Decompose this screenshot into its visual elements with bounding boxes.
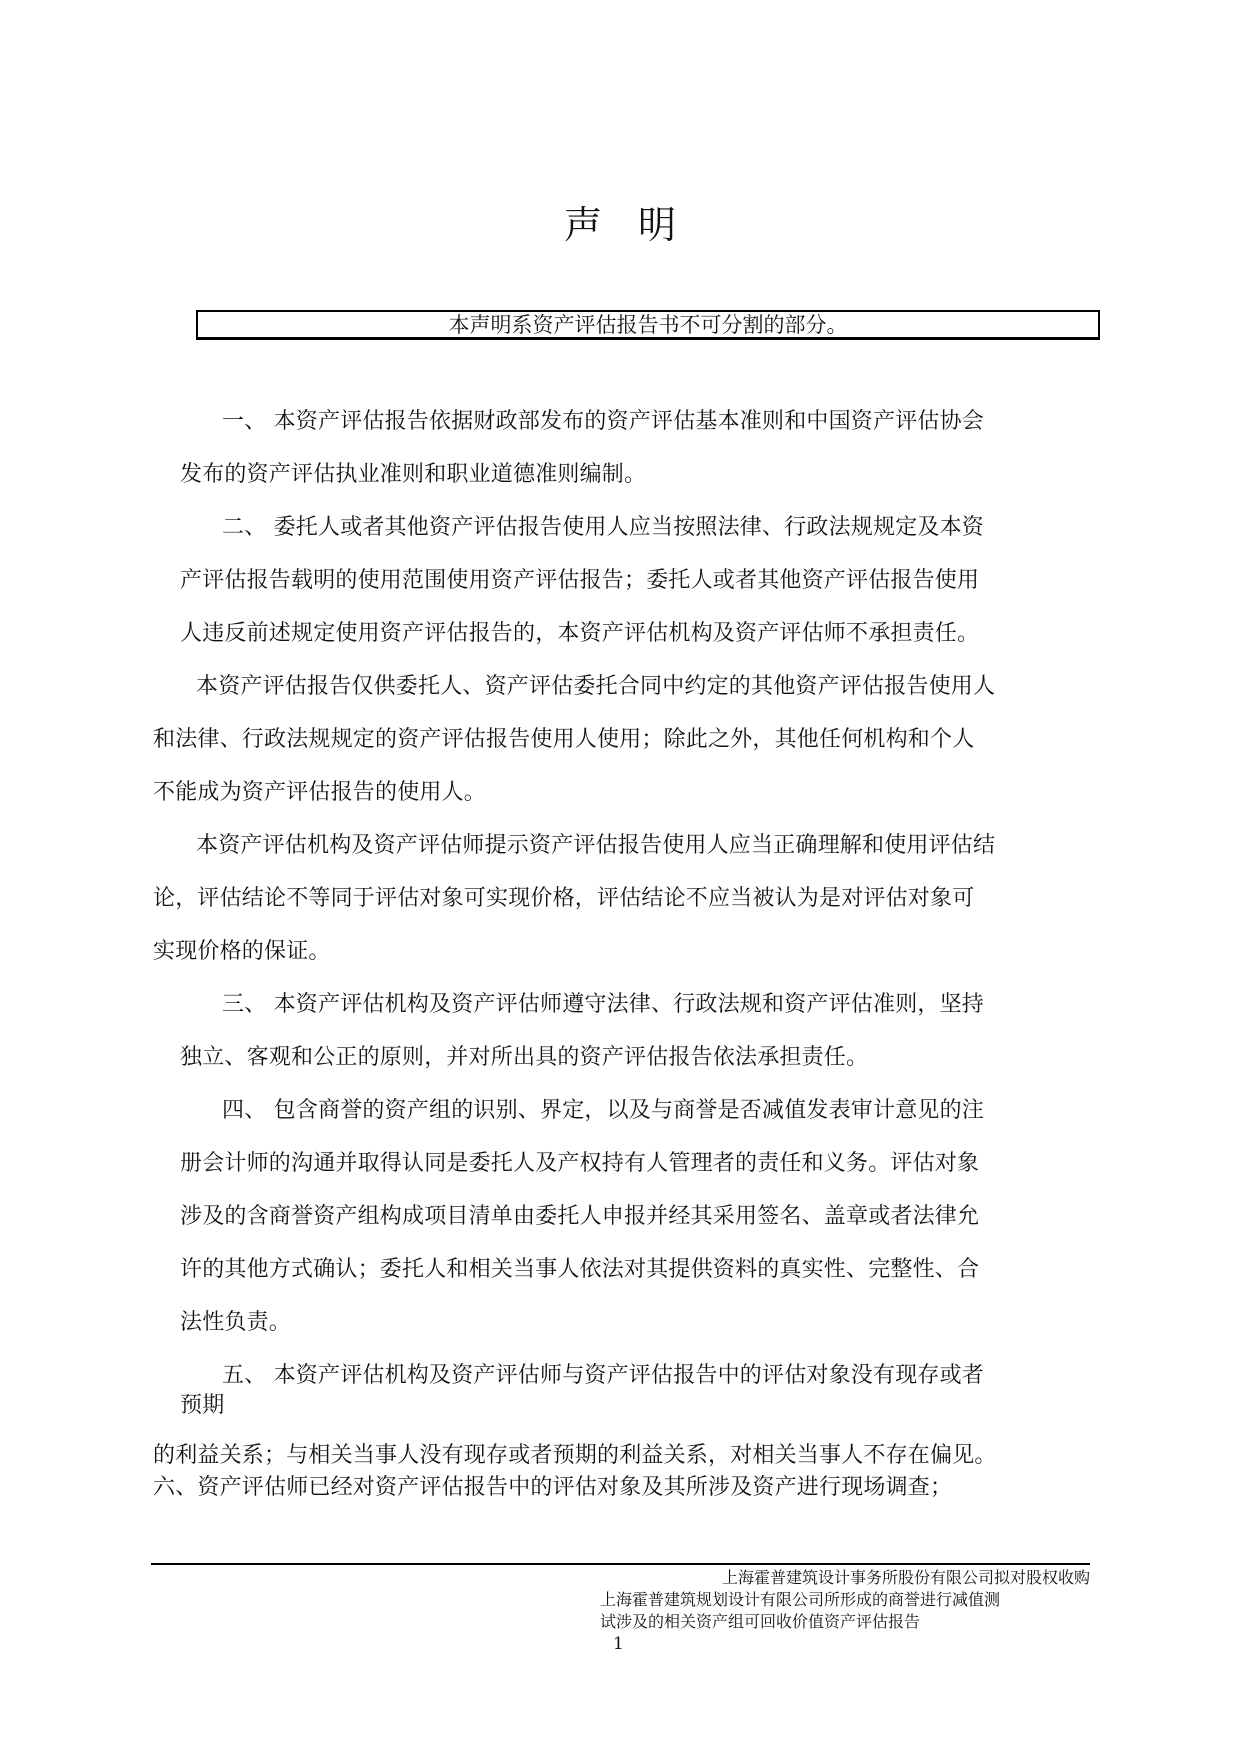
paragraph-4-line-3: 实现价格的保证。 <box>153 939 331 964</box>
paragraph-6-line-2: 册会计师的沟通并取得认同是委托人及产权持有人管理者的责任和义务。评估对象 <box>180 1151 980 1176</box>
paragraph-1-line-1: 一、 本资产评估报告依据财政部发布的资产评估基本准则和中国资产评估协会 <box>222 409 984 434</box>
paragraph-4-line-2: 论，评估结论不等同于评估对象可实现价格，评估结论不应当被认为是对评估对象可 <box>153 886 975 911</box>
paragraph-7-line-2: 预期 <box>180 1393 225 1418</box>
footer-divider <box>151 1563 1090 1565</box>
paragraph-1-line-2: 发布的资产评估执业准则和职业道德准则编制。 <box>180 462 647 487</box>
footer-report-title-line-1: 上海霍普建筑设计事务所股份有限公司拟对股权收购 <box>721 1568 1090 1587</box>
declaration-notice-text: 本声明系资产评估报告书不可分割的部分。 <box>448 313 848 337</box>
paragraph-2-line-2: 产评估报告载明的使用范围使用资产评估报告；委托人或者其他资产评估报告使用 <box>180 568 980 593</box>
paragraph-5-line-1: 三、 本资产评估机构及资产评估师遵守法律、行政法规和资产评估准则，坚持 <box>222 992 984 1017</box>
paragraph-3-line-3: 不能成为资产评估报告的使用人。 <box>153 780 487 805</box>
footer-report-title-line-2: 上海霍普建筑规划设计有限公司所形成的商誉进行减值测 <box>600 1590 1001 1609</box>
paragraph-2-line-1: 二、 委托人或者其他资产评估报告使用人应当按照法律、行政法规规定及本资 <box>222 515 984 540</box>
paragraph-6-line-1: 四、 包含商誉的资产组的识别、界定，以及与商誉是否减值发表审计意见的注 <box>222 1098 984 1123</box>
paragraph-5-line-2: 独立、客观和公正的原则，并对所出具的资产评估报告依法承担责任。 <box>180 1045 869 1070</box>
paragraph-3-line-2: 和法律、行政法规规定的资产评估报告使用人使用；除此之外，其他任何机构和个人 <box>153 727 975 752</box>
paragraph-8-line-1: 的利益关系；与相关当事人没有现存或者预期的利益关系，对相关当事人不存在偏见。 <box>153 1443 997 1468</box>
paragraph-4-line-1: 本资产评估机构及资产评估师提示资产评估报告使用人应当正确理解和使用评估结 <box>196 833 996 858</box>
paragraph-8-line-2: 六、资产评估师已经对资产评估报告中的评估对象及其所涉及资产进行现场调查； <box>153 1475 953 1500</box>
declaration-notice-box <box>196 310 1100 340</box>
footer-report-title-line-3: 试涉及的相关资产组可回收价值资产评估报告 <box>600 1612 921 1631</box>
page-title: 声明 <box>563 203 712 247</box>
paragraph-7-line-1: 五、 本资产评估机构及资产评估师与资产评估报告中的评估对象没有现存或者 <box>222 1363 984 1388</box>
paragraph-3-line-1: 本资产评估报告仅供委托人、资产评估委托合同中约定的其他资产评估报告使用人 <box>196 674 996 699</box>
paragraph-6-line-4: 许的其他方式确认；委托人和相关当事人依法对其提供资料的真实性、完整性、合 <box>180 1257 980 1282</box>
page-number: 1 <box>613 1634 624 1654</box>
paragraph-6-line-3: 涉及的含商誉资产组构成项目清单由委托人申报并经其采用签名、盖章或者法律允 <box>180 1204 980 1229</box>
paragraph-2-line-3: 人违反前述规定使用资产评估报告的，本资产评估机构及资产评估师不承担责任。 <box>180 621 980 646</box>
paragraph-6-line-5: 法性负责。 <box>180 1310 292 1335</box>
